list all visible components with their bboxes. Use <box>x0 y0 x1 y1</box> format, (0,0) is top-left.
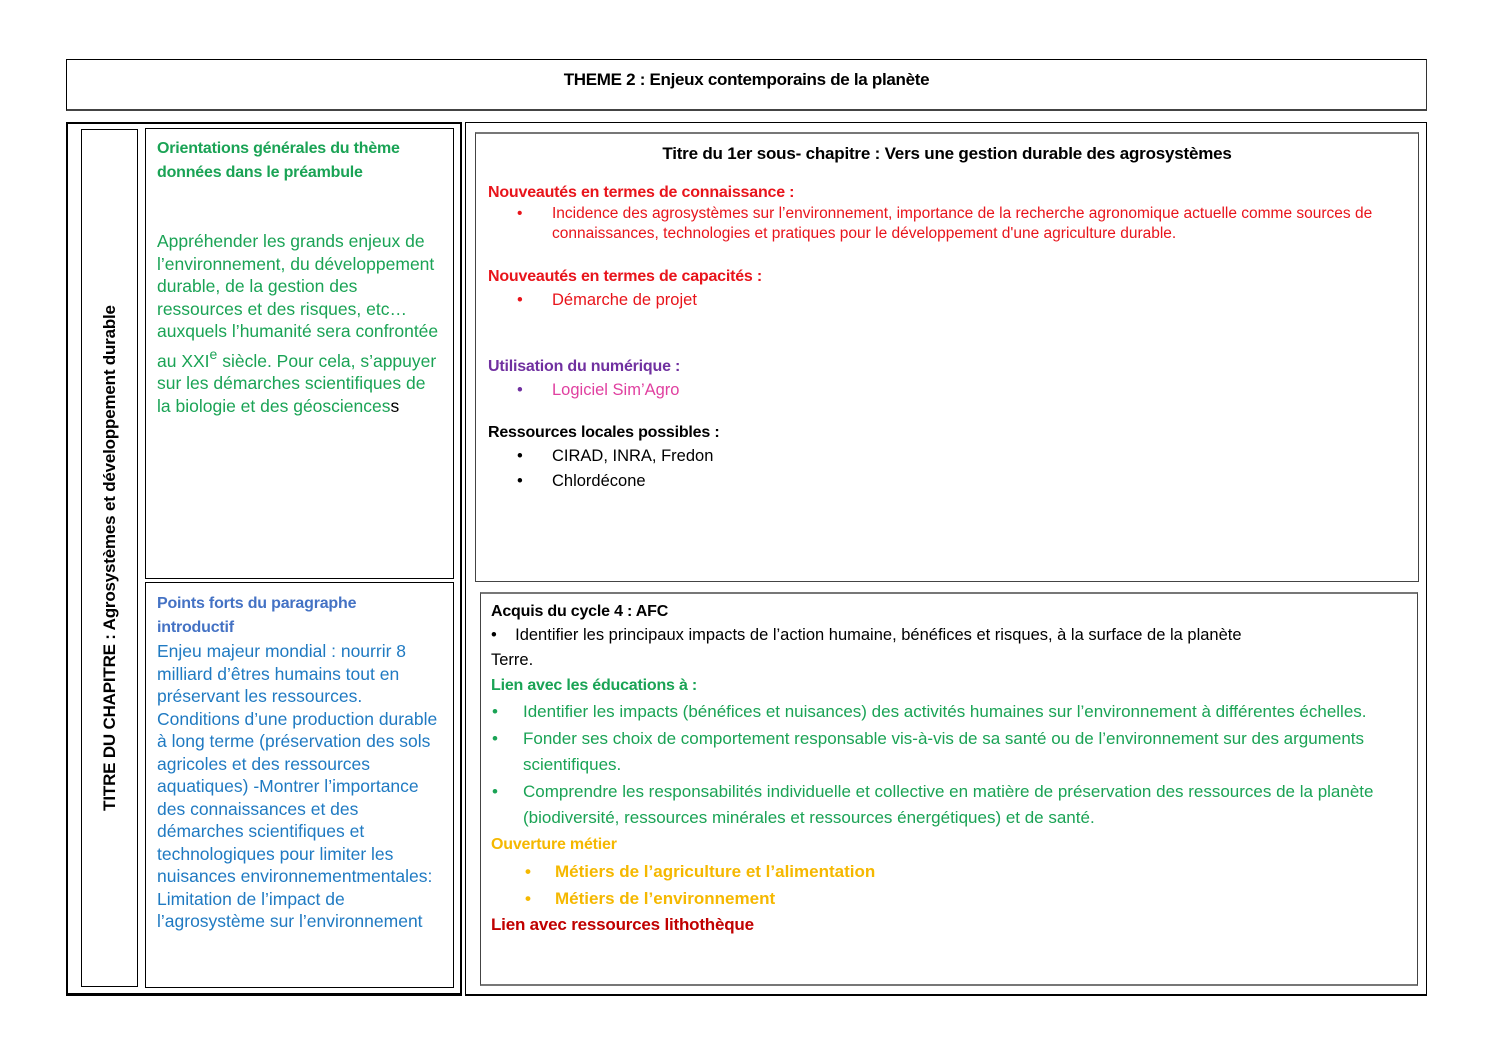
career-item-text: Métiers de l’agriculture et l’alimentation <box>555 861 876 881</box>
afc-item-text: Identifier les principaux impacts de l’action humaine, bénéfices et risques, à la surface de la planète <box>515 626 1242 644</box>
subchapter-title: Titre du 1er sous- chapitre : Vers une gestion durable des agrosystèmes <box>662 144 1232 163</box>
knowledge-item <box>488 204 1406 244</box>
knowledge-item-text: Incidence des agrosystèmes sur l’environnement, importance de la recherche agronomique actuelle comme sources de connaissances, technologies et pratiques pour le développement d'une agriculture durable. <box>552 205 1373 242</box>
chapter-title-box <box>81 129 138 987</box>
chapter-title: TITRE DU CHAPITRE : Agrosystèmes et développement durable <box>99 305 119 811</box>
local-resource-item <box>488 469 1406 494</box>
bullet-icon: • <box>517 447 523 465</box>
orientations-text-part2: siècle. Pour cela, s’appuyer sur les démarches scientifiques de la biologie et des géosciences <box>157 350 437 416</box>
orientations-heading-line1: Orientations générales du thème <box>157 140 400 157</box>
theme-title: THEME 2 : Enjeux contemporains de la planète <box>563 70 930 89</box>
digital-item <box>488 378 1406 402</box>
afc-item-continued: Terre. <box>491 651 534 669</box>
education-item <box>491 779 1407 832</box>
education-item <box>491 726 1407 779</box>
local-resource-item <box>488 444 1406 469</box>
education-item-text: Fonder ses choix de comportement responsable vis-à-vis de sa santé ou de l’environnement sur des arguments scientifiques. <box>523 728 1364 774</box>
capacities-list <box>488 288 1406 312</box>
points-forts-text: Enjeu majeur mondial : nourrir 8 milliard d’êtres humains tout en préservant les ressources. Conditions d’une production durable à long terme (préservation des sols agricoles et des ressources aquatiques) -Montrer l’importance des connaissances et des démarches scientifiques et technologiques pour limiter les nuisances environnementmentales: Limitation de l’impact de l’agrosystème sur l’environnement <box>157 641 438 931</box>
knowledge-heading: Nouveautés en termes de connaissance : <box>488 184 795 201</box>
bullet-icon: • <box>517 291 523 309</box>
education-list <box>491 699 1407 832</box>
local-resource-text: CIRAD, INRA, Fredon <box>552 447 714 465</box>
bullet-icon: • <box>492 702 498 721</box>
orientations-heading-line2: données dans le préambule <box>157 164 363 181</box>
capacities-item <box>488 288 1406 312</box>
digital-item-text: Logiciel Sim’Agro <box>552 381 680 399</box>
bullet-icon: • <box>517 205 523 222</box>
theme-header-box <box>66 59 1427 111</box>
orientations-heading <box>157 137 443 185</box>
knowledge-list <box>488 204 1406 244</box>
career-list <box>491 858 1407 912</box>
bullet-icon: • <box>492 728 498 748</box>
afc-item <box>491 623 1407 648</box>
subchapter-box <box>475 132 1419 582</box>
education-heading: Lien avec les éducations à : <box>491 677 698 694</box>
capacities-item-text: Démarche de projet <box>552 291 697 309</box>
education-item <box>491 699 1407 726</box>
local-resources-heading: Ressources locales possibles : <box>488 424 720 441</box>
bullet-icon: • <box>517 381 523 399</box>
orientations-text <box>157 230 443 417</box>
bullet-icon: • <box>491 626 497 644</box>
career-item-text: Métiers de l’environnement <box>555 888 776 908</box>
career-heading: Ouverture métier <box>491 835 617 853</box>
local-resources-list <box>488 444 1406 494</box>
orientations-text-tail: s <box>390 395 400 416</box>
bullet-icon: • <box>517 472 523 490</box>
career-item <box>491 858 1407 885</box>
acquis-heading: Acquis du cycle 4 : AFC <box>491 603 669 620</box>
orientations-text-part1: Appréhender les grands enjeux de l’environnement, du développement durable, de la gestion des ressources et des risques, etc…auxquels l’humanité sera confrontée au XXI <box>157 231 439 371</box>
local-resource-text: Chlordécone <box>552 472 646 490</box>
digital-list <box>488 378 1406 402</box>
education-item-text: Identifier les impacts (bénéfices et nuisances) des activités humaines sur l’environnement à différentes échelles. <box>523 702 1367 721</box>
lithotheque-heading: Lien avec ressources lithothèque <box>491 914 754 934</box>
bullet-icon: • <box>525 888 531 908</box>
career-item <box>491 885 1407 912</box>
acquis-box <box>480 592 1418 986</box>
education-item-text: Comprendre les responsabilités individuelle et collective en matière de préservation des ressources de la planète (biodiversité, ressources minérales et ressources énergétiques) et de santé. <box>523 781 1374 827</box>
orientations-box <box>145 128 454 579</box>
digital-heading: Utilisation du numérique : <box>488 358 681 375</box>
points-forts-heading-line1: Points forts du paragraphe <box>157 595 357 612</box>
points-forts-heading <box>157 592 443 640</box>
points-forts-box <box>145 582 454 988</box>
bullet-icon: • <box>525 861 531 881</box>
points-forts-heading-line2: introductif <box>157 619 234 636</box>
bullet-icon: • <box>492 781 498 801</box>
century-superscript: e <box>209 345 218 362</box>
capacities-heading: Nouveautés en termes de capacités : <box>488 268 763 285</box>
